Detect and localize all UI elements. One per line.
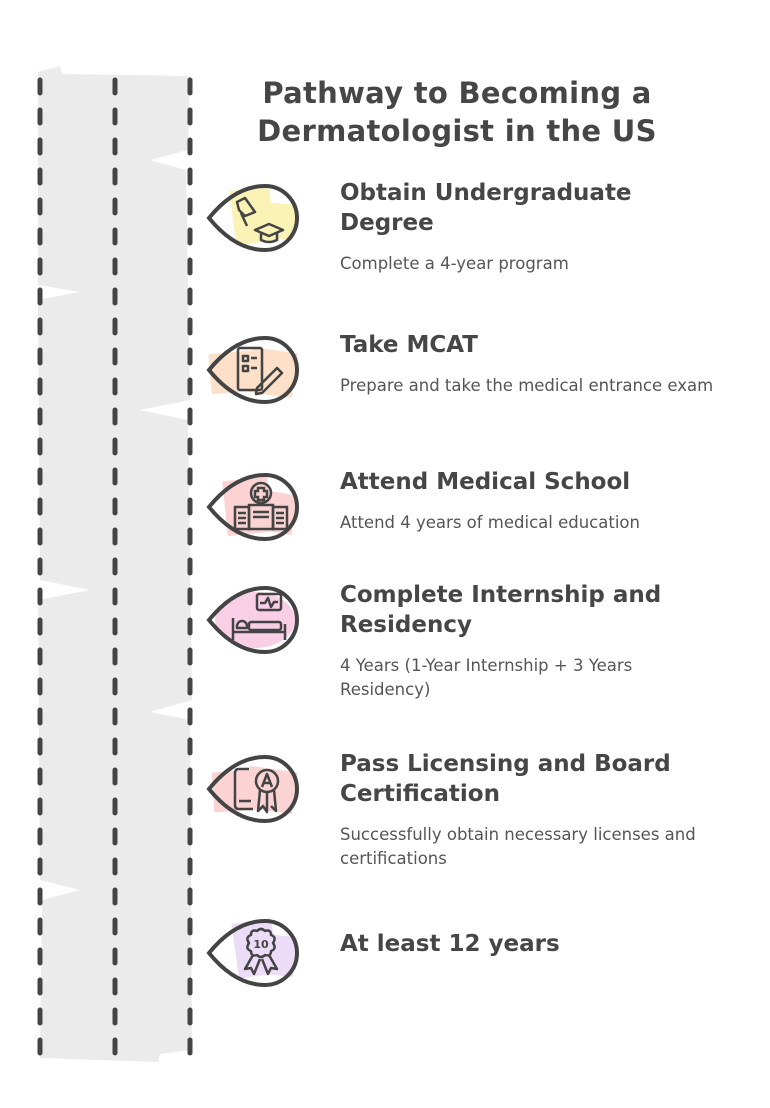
step-description: Attend 4 years of medical education xyxy=(340,513,640,532)
step-description: 4 Years (1-Year Internship + 3 Years Residency) xyxy=(340,656,633,699)
step-marker xyxy=(205,749,305,829)
step-title: Take MCAT xyxy=(340,332,478,358)
step-title: Pass Licensing and Board Certification xyxy=(340,751,671,807)
step-title: At least 12 years xyxy=(340,931,560,957)
badge-number: 10 xyxy=(253,938,269,951)
page-title: Pathway to Becoming a Dermatologist in the US xyxy=(257,76,657,148)
step-marker xyxy=(205,330,305,410)
step-marker xyxy=(205,580,305,660)
step-title: Attend Medical School xyxy=(340,469,631,495)
step-title: Obtain Undergraduate Degree xyxy=(340,180,632,236)
step-description: Complete a 4-year program xyxy=(340,254,569,273)
step-description: Successfully obtain necessary licenses and certifications xyxy=(340,825,696,868)
step-title: Complete Internship and Residency xyxy=(340,582,662,638)
step-description: Prepare and take the medical entrance exam xyxy=(340,376,714,395)
step-marker xyxy=(205,178,305,258)
step-marker xyxy=(205,913,305,993)
step-marker xyxy=(205,467,305,547)
timeline-track xyxy=(0,0,210,1108)
